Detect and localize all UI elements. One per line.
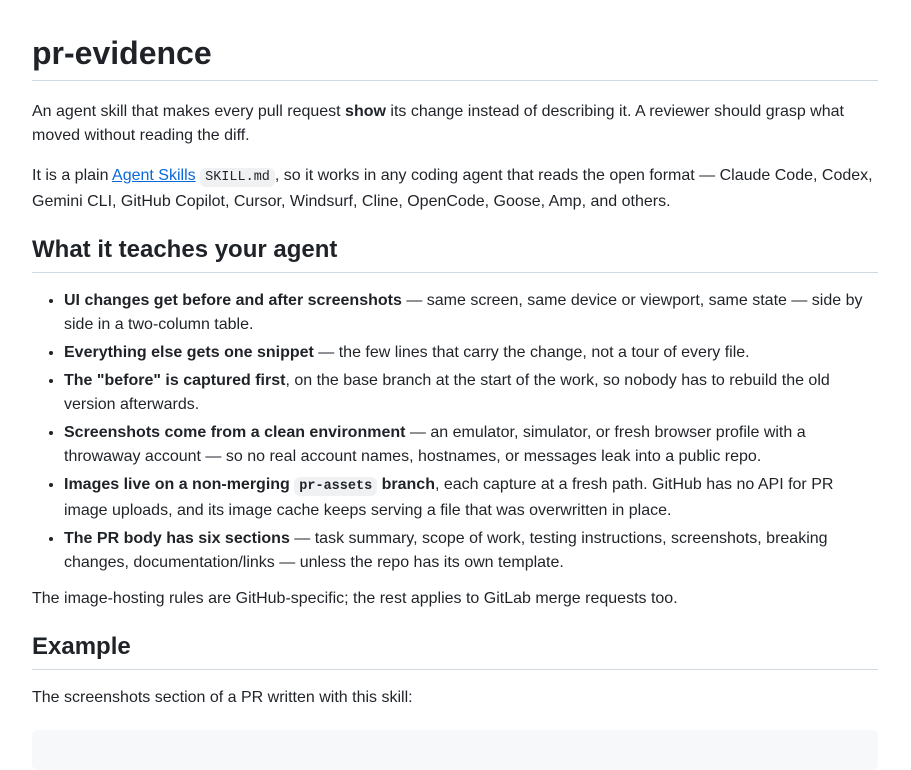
list-item: • The PR body has six sections — task summary, scope of work, testing instructions, screenshots, breaking changes, documentation/links — unless the repo has its own template. [64, 527, 878, 575]
example-intro: The screenshots section of a PR written with this skill: [32, 689, 413, 706]
list-item: • Images live on a non-merging pr-assets branch, each capture at a fresh path. GitHub has no API for PR image uploads, and its image cache keeps serving a file that was overwritten in place. [64, 473, 878, 523]
section-heading-teaches: What it teaches your agent [32, 235, 878, 273]
list-item: • Everything else gets one snippet — the few lines that carry the change, not a tour of every file. [64, 341, 878, 365]
format-paragraph: It is a plain Agent Skills SKILL.md , so it works in any coding agent that reads the open format — Claude Code, Codex, Gemini CLI, GitHub Copilot, Cursor, Windsurf, Cline, OpenCode, Goose, Amp, and others. [32, 167, 873, 210]
teaches-list [32, 289, 878, 575]
code-block [32, 730, 878, 770]
pr-assets-code: pr-assets [294, 477, 377, 496]
skill-md-code: SKILL.md [200, 168, 275, 187]
section-heading-example: Example [32, 632, 878, 670]
agent-skills-link[interactable]: Agent Skills [112, 167, 196, 184]
readme-article [32, 0, 878, 710]
intro-paragraph: An agent skill that makes every pull request show its change instead of describing it. A reviewer should grasp what moved without reading the diff. [32, 103, 844, 144]
list-item: • The "before" is captured first, on the base branch at the start of the work, so nobody has to rebuild the old version afterwards. [64, 369, 878, 417]
list-item: • Screenshots come from a clean environment — an emulator, simulator, or fresh browser profile with a throwaway account — so no real account names, hostnames, or messages leak into a public repo. [64, 421, 878, 469]
page-title: pr-evidence [32, 0, 878, 81]
hosting-note: The image-hosting rules are GitHub-specific; the rest applies to GitLab merge requests too. [32, 590, 678, 607]
list-item: • UI changes get before and after screenshots — same screen, same device or viewport, same state — side by side in a two-column table. [64, 289, 878, 337]
